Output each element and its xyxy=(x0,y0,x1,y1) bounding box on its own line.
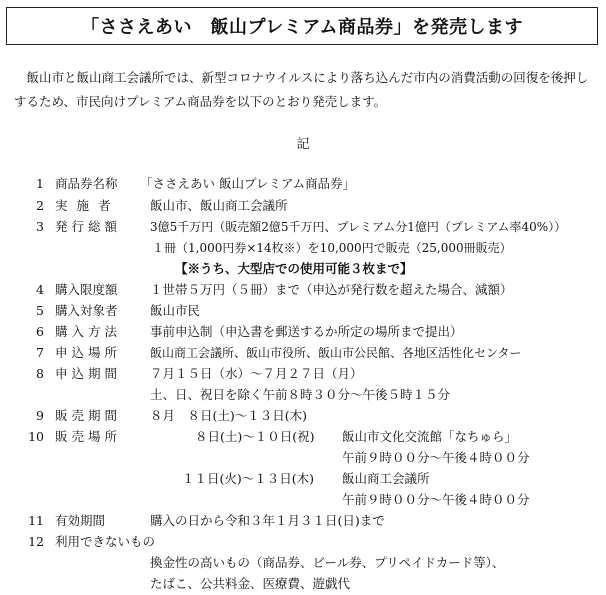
item-value: 「ささえあい 飯山プレミアム商品券」 xyxy=(140,176,356,191)
item-number: 6 xyxy=(36,324,44,339)
item-label: 販売期間 xyxy=(55,408,122,423)
item-value: 飯山市民 xyxy=(150,303,201,318)
item-number: 12 xyxy=(28,534,44,549)
sale-place-2: 飯山商工会議所 xyxy=(342,471,430,486)
item-number: 10 xyxy=(28,429,44,444)
item-number: 8 xyxy=(36,366,44,381)
item-detail: たばこ、公共料金、医療費、遊戯代 xyxy=(150,576,351,591)
sale-time-1: 午前９時００分～午後４時００分 xyxy=(342,450,530,465)
item-number: 9 xyxy=(36,408,44,423)
item-value: 事前申込制（申込書を郵送するか所定の場所まで提出） xyxy=(150,324,463,339)
item-number: 7 xyxy=(36,345,44,360)
item-label: 申込場所 xyxy=(55,345,122,360)
item-label: 実施者 xyxy=(55,198,120,213)
intro-paragraph: 飯山市と飯山商工会議所では、新型コロナウイルスにより落ち込んだ市内の消費活動の回復を後押しするため、市民向けプレミアム商品券を以下のとおり発売します。 xyxy=(14,70,589,109)
item-number: 11 xyxy=(28,513,44,528)
item-number: 1 xyxy=(36,176,44,191)
sale-place-1: 飯山市文化交流館「なちゅら」 xyxy=(342,429,518,444)
item-value: 飯山商工会議所、飯山市役所、飯山市公民館、各地区活性化センター xyxy=(150,346,522,360)
item-detail: １冊（1,000円券×14枚※）を10,000円で販売（25,000冊販売） xyxy=(152,241,512,255)
ki-heading: 記 xyxy=(296,137,310,152)
item-label: 販売場所 xyxy=(55,429,122,444)
item-number: 4 xyxy=(36,282,44,297)
item-detail: 換金性の高いもの（商品券、ビール券、プリペイドカード等）、 xyxy=(150,555,505,570)
item-number: 2 xyxy=(36,198,44,213)
page-title: 「ささえあい 飯山プレミアム商品券」を発売します xyxy=(6,7,598,45)
item-label: 購入限度額 xyxy=(55,282,118,297)
sale-date-1: ８日(土)～１０日(祝) xyxy=(195,429,315,444)
item-value: ８月 ８日(土)～１３日(木) xyxy=(150,408,308,423)
item-value: 3億5千万円（販売額2億5千万円、プレミアム分1億円（プレミアム率40%）） xyxy=(150,220,567,234)
item-number: 5 xyxy=(36,303,44,318)
item-value: １世帯５万円（５冊）まで（申込が発行数を超えた場合、減額） xyxy=(150,282,513,297)
item-label: 購入方法 xyxy=(55,324,122,339)
item-value: ７月１５日（水）～７月２７日（月） xyxy=(150,366,363,381)
item-label: 有効期間 xyxy=(55,513,106,528)
item-label: 利用できないもの xyxy=(55,534,156,549)
item-value: 購入の日から令和３年１月３１日(日)まで xyxy=(150,513,385,528)
item-value: 飯山市、飯山商工会議所 xyxy=(150,198,288,213)
item-note: 【※うち、大型店での使用可能３枚まで】 xyxy=(175,261,413,276)
sale-time-2: 午前９時００分～午後４時００分 xyxy=(342,492,530,507)
item-label: 購入対象者 xyxy=(55,303,118,318)
item-label: 商品券名称 xyxy=(55,176,118,191)
item-label: 申込期間 xyxy=(55,366,122,381)
item-label: 発行総額 xyxy=(55,219,122,234)
item-number: 3 xyxy=(36,219,44,234)
sale-date-2: １１日(火)～１３日(木) xyxy=(182,471,315,486)
item-detail: 土、日、祝日を除く午前８時３０分～午後５時１５分 xyxy=(150,387,451,402)
